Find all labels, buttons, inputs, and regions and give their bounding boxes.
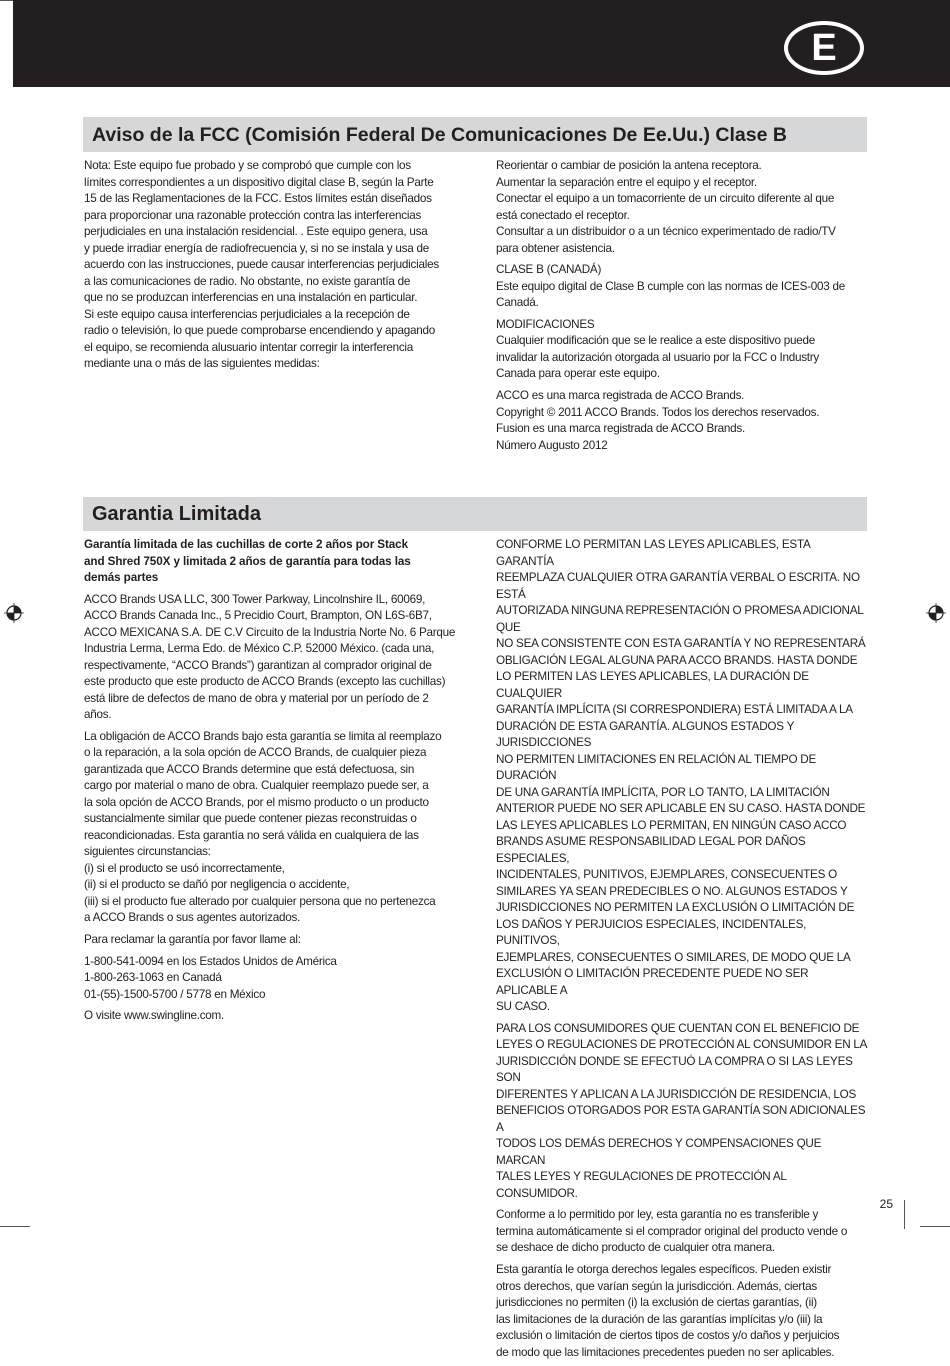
fcc-left-column: [84, 158, 457, 378]
registration-mark-icon: [926, 603, 946, 623]
language-badge: E: [784, 21, 864, 75]
header-bar: [13, 0, 950, 87]
paragraph: ACCO es una marca registrada de ACCO Brands. Copyright © 2011 ACCO Brands. Todos los derechos reservados. Fusion es una marca registrada de ACCO Brands. Número Augusto 2012: [496, 389, 820, 452]
paragraph: CONFORME LO PERMITAN LAS LEYES APLICABLES, ESTA GARANTÍA REEMPLAZA CUALQUIER OTRA GARANTÍA VERBAL O ESCRITA. NO ESTÁ AUTORIZADA NINGUNA REPRESENTACIÓN O PROMESA ADICIONAL QUE NO SEA CONSISTENTE CON ESTA GARANTÍA Y NO REPRESENTARÁ OBLIGACIÓN LEGAL ALGUNA PARA ACCO BRANDS. HASTA DONDE LO PERMITEN LAS LEYES APLICABLES, LA DURACIÓN DE CUALQUIER GARANTÍA IMPLÍCITA (SI CORRESPONDIERA) ESTÁ LIMITADA A LA DURACIÓN DE ESTA GARANTÍA. ALGUNOS ESTADOS Y JURISDICCIONES NO PERMITEN LIMITACIONES EN RELACIÓN AL TIEMPO DE DURACIÓN DE UNA GARANTÍA IMPLÍCITA, POR LO TANTO, LA LIMITACIÓN ANTERIOR PUEDE NO SER APLICABLE EN SU CASO. HASTA DONDE LAS LEYES APLICABLES LO PERMITAN, EN NINGÚN CASO ACCO BRANDS ASUME RESPONSABILIDAD LEGAL POR DAÑOS ESPECIALES, INCIDENTALES, PUNITIVOS, EJEMPLARES, CONSECUENTES O SIMILARES YA SEAN PREDECIBLES O NO. ALGUNOS ESTADOS Y JURISDICCIONES NO PERMITEN LA EXCLUSIÓN O LIMITACIÓN DE LOS DAÑOS Y PERJUICIOS ESPECIALES, INCIDENTALES, PUNITIVOS, EJEMPLARES, CONSECUENTES O SIMILARES, DE MODO QUE LA EXCLUSIÓN O LIMITACIÓN PRECEDENTE PUEDE NO SER APLICABLE A SU CASO.: [496, 538, 866, 1013]
crop-mark: [904, 1200, 905, 1229]
paragraph: Nota: Este equipo fue probado y se comprobó que cumple con los límites correspondientes a un dispositivo digital clase B, según la Parte 15 de las Reglamentaciones de la FCC. Estos límites están diseñados para proporcionar una razonable protección contra las interferencias perjudiciales en una instalación residencial. . Este equipo genera, usa y puede irradiar energía de radiofrecuencia y, si no se instala y usa de acuerdo con las instrucciones, puede causar interferencias perjudiciales a las comunicaciones de radio. No obstante, no existe garantía de que no se produzcan interferencias en una instalación en particular. Si este equipo causa interferencias perjudiciales a la recepción de radio o televisión, lo que puede comprobarse encendiendo y apagando el equipo, se recomienda alusuario intentar corregir la interferencia mediante una o más de las siguientes medidas:: [84, 159, 439, 370]
paragraph: La obligación de ACCO Brands bajo esta garantía se limita al reemplazo o la reparación, a la sola opción de ACCO Brands, de cualquier pieza garantizada que ACCO Brands determine que está defectuosa, sin cargo por material o mano de obra. Cualquier reemplazo puede ser, a la sola opción de ACCO Brands, por el mismo producto o un producto sustancialmente similar que puede contener piezas reconstruidas o reacondicionadas. Esta garantía no será válida en cualquiera de las siguientes circunstancias: (i) si el producto se usó incorrectamente, (ii) si el producto se dañó por negligencia o accidente, (iii) si el producto fue alterado por cualquier persona que no pertenezca a ACCO Brands o sus agentes autorizados.: [84, 729, 442, 925]
paragraph: MODIFICACIONES Cualquier modificación que se le realice a este dispositivo puede invalidar la autorización otorgada al usuario por la FCC o Industry Canada para operar este equipo.: [496, 317, 820, 381]
warranty-section-title: Garantia Limitada: [83, 497, 867, 531]
paragraph: CLASE B (CANADÁ) Este equipo digital de Clase B cumple con las normas de ICES-003 de Canadá.: [496, 263, 846, 310]
crop-mark: [920, 1226, 950, 1227]
warranty-heading: Garantía limitada de las cuchillas de corte 2 años por Stack and Shred 750X y limitada 2 años de garantía para todas las demás partes: [84, 538, 411, 584]
registration-mark-icon: [4, 603, 24, 623]
fcc-right-column: [496, 158, 869, 459]
paragraph: ACCO Brands USA LLC, 300 Tower Parkway, Lincolnshire IL, 60069, ACCO Brands Canada Inc., 5 Precidio Court, Brampton, ON L6S-6B7, ACCO MEXICANA S.A. DE C.V Circuito de la Industria Norte No. 6 Parque Industria Lerma, Lerma Edo. de México C.P. 52000 México. (cada una, respectivamente, “ACCO Brands”) garantizan al comprador original de este producto que este producto de ACCO Brands (excepto las cuchillas) está libre de defectos de mano de obra y material por un período de 2 años.: [84, 592, 456, 722]
paragraph: Reorientar o cambiar de posición la antena receptora. Aumentar la separación entre el equipo y el receptor. Conectar el equipo a un tomacorriente de un circuito diferente al que está conectado el receptor. Consultar a un distribuidor o a un técnico experimentado de radio/TV para obtener asistencia.: [496, 159, 836, 255]
phone-numbers: 1-800-541-0094 en los Estados Unidos de América 1-800-263-1063 en Canadá 01-(55)-1500-5700 / 5778 en México: [84, 954, 337, 1001]
fcc-section-title: Aviso de la FCC (Comisión Federal De Comunicaciones De Ee.Uu.) Clase B: [83, 117, 867, 152]
warranty-right-column: [496, 537, 869, 1366]
paragraph: Conforme a lo permitido por ley, esta garantía no es transferible y termina automáticamente si el comprador original del producto vende o se deshace de dicho producto de cualquier otra manera.: [496, 1208, 848, 1255]
paragraph: PARA LOS CONSUMIDORES QUE CUENTAN CON EL BENEFICIO DE LEYES O REGULACIONES DE PROTECCIÓN AL CONSUMIDOR EN LA JURISDICCIÓN DONDE SE EFECTUÓ LA COMPRA O SI LAS LEYES SON DIFERENTES Y APLICAN A LA JURISDICCIÓN DE RESIDENCIA, LOS BENEFICIOS OTORGADOS POR ESTA GARANTÍA SON ADICIONALES A TODOS LOS DEMÁS DERECHOS Y COMPENSACIONES QUE MARCAN TALES LEYES Y REGULACIONES DE PROTECCIÓN AL CONSUMIDOR.: [496, 1021, 868, 1200]
paragraph: Esta garantía le otorga derechos legales específicos. Pueden existir otros derechos, que varían según la jurisdicción. Además, ciertas jurisdicciones no permiten (i) la exclusión de ciertas garantías, (ii) las limitaciones de la duración de las garantías implícitas y/o (iii) la exclusión o limitación de ciertos tipos de costos y/o daños y perjuicios de modo que las limitaciones precedentes pueden no ser aplicables.: [496, 1263, 840, 1359]
website-line: O visite www.swingline.com.: [84, 1009, 225, 1023]
page-number: 25: [879, 1197, 893, 1211]
warranty-left-column: [84, 537, 457, 1030]
paragraph: Para reclamar la garantía por favor llame al:: [84, 933, 301, 947]
crop-mark: [0, 1226, 30, 1227]
